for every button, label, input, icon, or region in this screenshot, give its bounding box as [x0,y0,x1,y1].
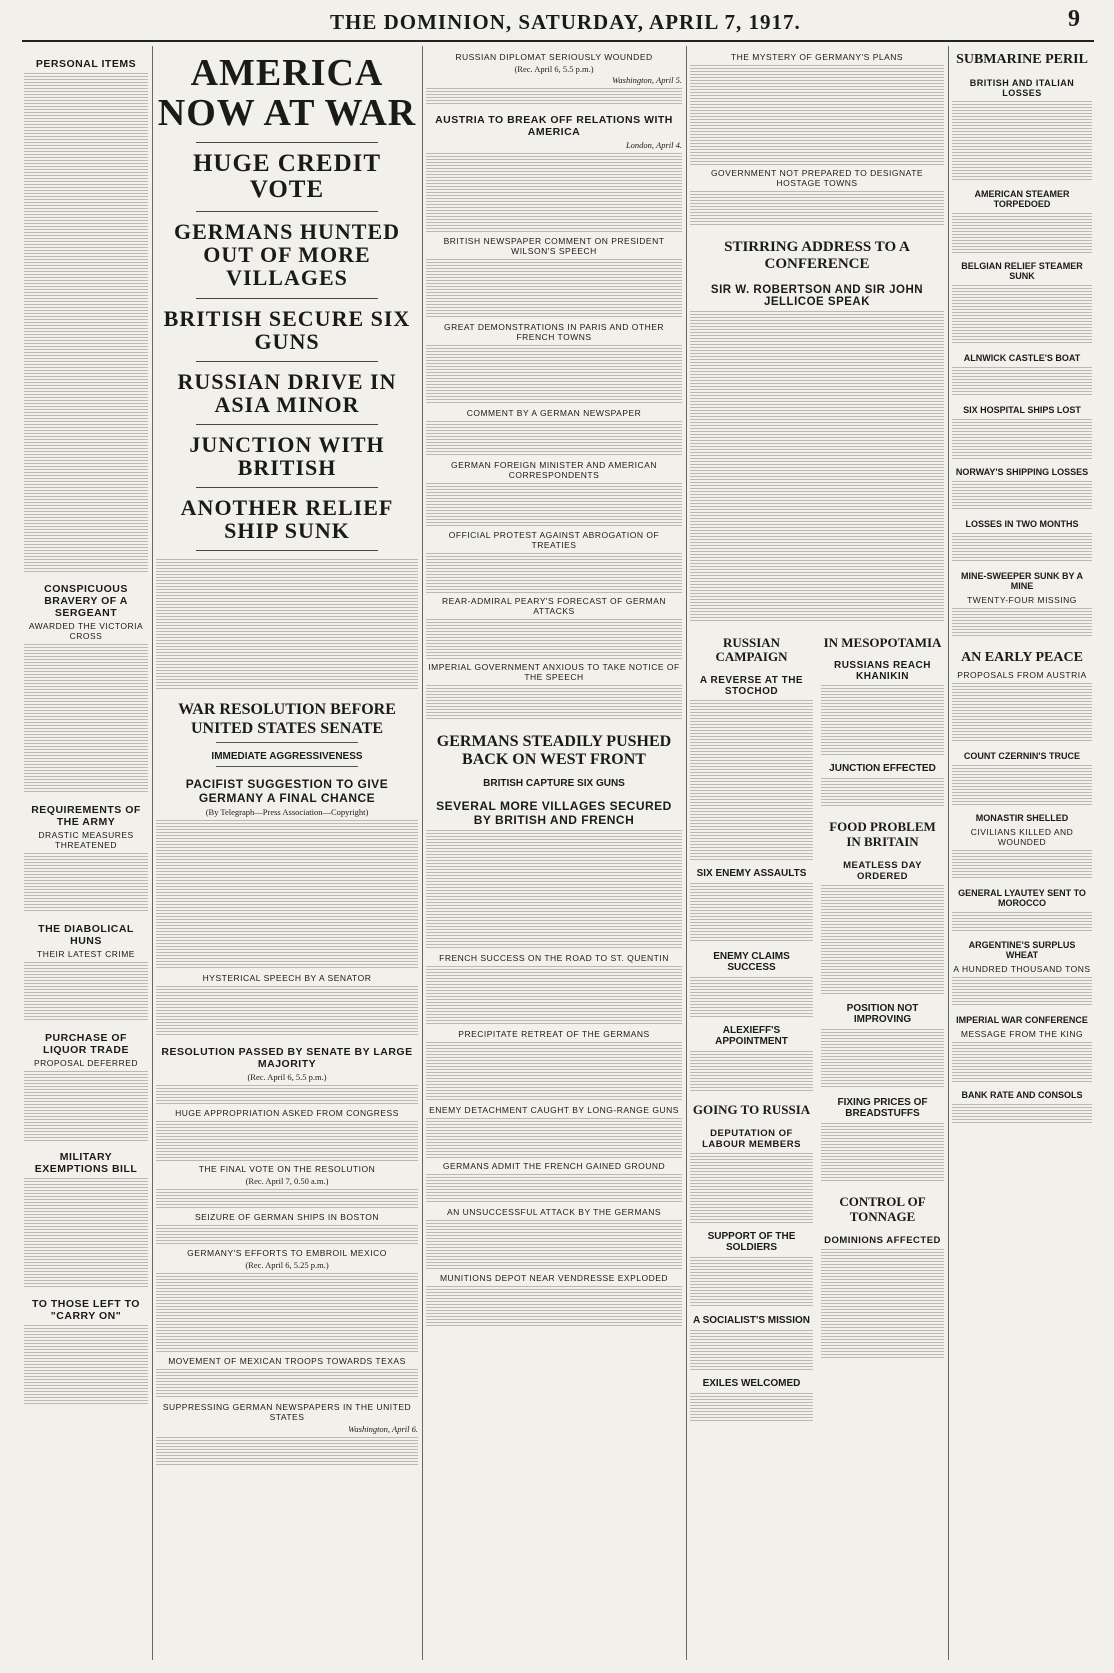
article-text [952,213,1092,253]
subheading: THE FINAL VOTE ON THE RESOLUTION [198,1164,376,1175]
article-text [952,912,1092,932]
article-text [952,419,1092,459]
masthead [0,0,1114,40]
subheading: DOMINIONS AFFECTED [824,1235,941,1247]
article-text [426,1042,682,1102]
section-heading: THE DIABOLICAL HUNS [38,923,134,947]
article-text [426,1286,682,1326]
subheading: CIVILIANS KILLED AND WOUNDED [970,827,1074,848]
headline: JUNCTION WITH BRITISH [189,431,385,481]
column-conference [690,48,944,1658]
headline: ANOTHER RELIEF SHIP SUNK [180,495,394,544]
subheading: MUNITIONS DEPOT NEAR VENDRESSE EXPLODED [439,1272,669,1283]
masthead-rule [22,40,1094,42]
article-text [156,1189,418,1209]
article-text [156,1225,418,1245]
subheading: IMPERIAL WAR CONFERENCE [956,1015,1088,1026]
article-text [952,608,1092,638]
section-heading: REQUIREMENTS OF THE ARMY [31,804,141,828]
subheading: GERMAN FOREIGN MINISTER AND AMERICAN CORRESPONDENTS [451,460,657,480]
subheading: THE MYSTERY OF GERMANY'S PLANS [730,52,904,62]
subheading: AN UNSUCCESSFUL ATTACK BY THE GERMANS [446,1206,662,1217]
subheading: BELGIAN RELIEF STEAMER SUNK [961,261,1083,282]
subheading: SIX HOSPITAL SHIPS LOST [963,405,1081,416]
article-text [156,1437,418,1467]
article-text [952,285,1092,345]
section-heading: GERMANS STEADILY PUSHED BACK ON WEST FRONT [436,733,672,769]
article-text [821,1249,944,1359]
divider [196,298,378,299]
article-text [690,1153,813,1223]
article-text [426,685,682,721]
article-text [952,1042,1092,1082]
dateline: (Rec. April 7, 0.50 a.m.) [245,1176,329,1187]
section-heading: CONSPICUOUS BRAVERY OF A SERGEANT [44,583,128,619]
article-text [952,977,1092,1007]
newspaper-title: THE DOMINION, SATURDAY, APRIL 7, 1917. [330,10,801,34]
article-text [426,1118,682,1158]
subheading: OFFICIAL PROTEST AGAINST ABROGATION OF TREATIES [448,530,660,550]
article-text [156,1085,418,1105]
headline: RUSSIAN DRIVE IN ASIA MINOR [177,368,397,417]
section-heading: MILITARY EXEMPTIONS BILL [34,1151,138,1175]
subheading: REAR-ADMIRAL PEARY'S FORECAST OF GERMAN ATTACKS [441,596,667,616]
subheading: PRECIPITATE RETREAT OF THE GERMANS [458,1028,650,1039]
subheading: ALNWICK CASTLE'S BOAT [963,353,1081,364]
section-heading: AUSTRIA TO BREAK OFF RELATIONS WITH AMERICA [435,114,673,138]
subheading: GREAT DEMONSTRATIONS IN PARIS AND OTHER FRENCH TOWNS [443,322,665,342]
subheading: FIXING PRICES OF BREADSTUFFS [837,1097,928,1120]
article-text [690,1330,813,1370]
subheading: PROPOSAL DEFERRED [33,1058,139,1068]
article-text [690,1393,813,1423]
article-text [156,1273,418,1353]
section-heading: AN EARLY PEACE [961,650,1083,666]
subheading: SIR W. ROBERTSON AND SIR JOHN JELLICOE SPEAK [710,283,924,308]
article-text [952,1104,1092,1124]
subheading: A SOCIALIST'S MISSION [692,1315,811,1327]
subheading: MINE-SWEEPER SUNK BY A MINE [960,571,1083,592]
subheading: SIX ENEMY ASSAULTS [696,868,807,880]
article-text [426,483,682,527]
subheading: HYSTERICAL SPEECH BY A SENATOR [202,973,372,984]
subheading: RUSSIANS REACH KHANIKIN [833,660,931,683]
dateline: Washington, April 5. [612,75,682,85]
column-personal [24,48,148,1658]
subheading: A REVERSE AT THE STOCHOD [699,675,804,698]
subheading: SUPPORT OF THE SOLDIERS [707,1231,796,1254]
article-text [821,778,944,808]
article-text [426,153,682,233]
subheading: BRITISH NEWSPAPER COMMENT ON PRESIDENT WILSON'S SPEECH [443,236,665,256]
subheading: ENEMY DETACHMENT CAUGHT BY LONG-RANGE GUNS [429,1104,679,1115]
article-text [952,481,1092,511]
subheading: SEVERAL MORE VILLAGES SECURED BY BRITISH AND FRENCH [436,798,672,827]
section-heading: GOING TO RUSSIA [692,1102,811,1118]
article-text [156,1369,418,1399]
subheading: ALEXIEFF'S APPOINTMENT [715,1025,788,1048]
subheading: SEIZURE OF GERMAN SHIPS IN BOSTON [194,1212,379,1223]
column-main [156,48,418,1658]
subheading: GERMANY'S EFFORTS TO EMBROIL MEXICO [187,1248,387,1259]
subheading: BANK RATE AND CONSOLS [961,1090,1083,1101]
two-column-block [690,624,944,1427]
article-text [24,853,148,913]
article-text [156,986,418,1036]
section-heading: STIRRING ADDRESS TO A CONFERENCE [724,239,910,273]
article-text [821,685,944,755]
section-heading: CONTROL OF TONNAGE [839,1194,926,1225]
subheading: COMMENT BY A GERMAN NEWSPAPER [466,408,642,418]
subheading: POSITION NOT IMPROVING [846,1003,919,1026]
divider [196,550,378,551]
article-text [24,73,148,573]
subheading: PACIFIST SUGGESTION TO GIVE GERMANY A FINAL CHANCE [185,777,389,806]
column-divider [152,46,153,1660]
divider [196,424,378,425]
subheading: BRITISH CAPTURE SIX GUNS [483,777,625,789]
dateline: (Rec. April 6, 5.5 p.m.) [247,1072,327,1083]
article-text [426,88,682,104]
subheading: AWARDED THE VICTORIA CROSS [28,621,144,641]
dateline: (Rec. April 6, 5.5 p.m.) [514,64,594,74]
column-divider [948,46,949,1660]
subheading: HUGE APPROPRIATION ASKED FROM CONGRESS [175,1108,399,1119]
subheading: GENERAL LYAUTEY SENT TO MOROCCO [958,888,1086,909]
column-war-news [426,48,682,1658]
subheading: DEPUTATION OF LABOUR MEMBERS [702,1128,801,1151]
subheading: COUNT CZERNIN'S TRUCE [963,751,1081,762]
subheading: GOVERNMENT NOT PREPARED TO DESIGNATE HOSTAGE TOWNS [710,168,924,188]
article-text [156,1121,418,1161]
article-text [426,1220,682,1270]
subheading: MOVEMENT OF MEXICAN TROOPS TOWARDS TEXAS [168,1356,406,1367]
divider [196,142,378,143]
headline: GERMANS HUNTED OUT OF MORE VILLAGES [173,219,401,291]
dateline: London, April 4. [625,140,682,150]
article-text [24,644,148,794]
article-text [690,191,944,227]
main-headline: AMERICA NOW AT WAR [157,52,417,134]
russian-column [690,624,813,1427]
article-text [690,700,813,860]
article-text [821,1029,944,1089]
article-text [952,367,1092,397]
divider [196,487,378,488]
article-text [952,850,1092,880]
section-heading: IN MESOPOTAMIA [823,634,942,650]
subheading: ARGENTINE'S SURPLUS WHEAT [968,940,1076,961]
subheading: THEIR LATEST CRIME [37,949,135,959]
subheading: IMMEDIATE AGGRESSIVENESS [211,751,363,763]
article-text [690,65,944,165]
subheading: MEATLESS DAY ORDERED [843,860,922,883]
subheading: JUNCTION EFFECTED [829,763,936,775]
column-submarine [952,48,1092,1658]
subheading: GERMANS ADMIT THE FRENCH GAINED GROUND [442,1160,666,1171]
article-text [24,1071,148,1141]
section-heading: TO THOSE LEFT TO "CARRY ON" [32,1298,140,1322]
section-heading: RESOLUTION PASSED BY SENATE BY LARGE MAJORITY [161,1046,413,1071]
divider [196,211,378,212]
subheading: MESSAGE FROM THE KING [960,1029,1084,1040]
article-text [426,553,682,593]
divider [216,742,358,743]
section-heading: PERSONAL ITEMS [35,58,137,70]
subheading: LOSSES IN TWO MONTHS [965,519,1079,530]
section-heading: FOOD PROBLEM IN BRITAIN [829,819,936,850]
headline: BRITISH SECURE SIX GUNS [163,305,411,354]
divider [196,361,378,362]
subheading: NORWAY'S SHIPPING LOSSES [955,467,1089,478]
article-text [156,820,418,970]
article-text [426,421,682,457]
subheading: SUPPRESSING GERMAN NEWSPAPERS IN THE UNITED STATES [162,1402,412,1423]
article-text [690,311,944,621]
subheading: TWENTY-FOUR MISSING [967,595,1077,606]
mesopotamia-column [821,624,944,1427]
dateline: (Rec. April 6, 5.25 p.m.) [245,1260,329,1271]
article-text [426,345,682,405]
subheading: ENEMY CLAIMS SUCCESS [713,951,790,974]
column-divider [686,46,687,1660]
article-text [426,966,682,1026]
section-heading: SUBMARINE PERIL [956,52,1088,67]
article-text [952,533,1092,563]
article-text [690,883,813,943]
article-text [426,619,682,659]
dateline: Washington, April 6. [348,1424,418,1435]
page-number: 9 [1068,6,1080,32]
column-divider [422,46,423,1660]
article-text [426,1174,682,1204]
subheading: RUSSIAN DIPLOMAT SERIOUSLY WOUNDED [455,52,653,62]
article-text [24,1325,148,1405]
article-text [426,830,682,950]
article-text [24,962,148,1022]
article-text [821,1123,944,1183]
article-text [690,977,813,1017]
subheading: IMPERIAL GOVERNMENT ANXIOUS TO TAKE NOTICE OF THE SPEECH [428,662,680,682]
headline: HUGE CREDIT VOTE [192,149,382,204]
subheading: BRITISH AND ITALIAN LOSSES [969,78,1075,99]
article-text [690,1051,813,1091]
subheading: AMERICAN STEAMER TORPEDOED [974,189,1070,210]
article-text [952,765,1092,805]
divider [216,766,358,767]
dateline: (By Telegraph—Press Association—Copyright) [205,807,369,818]
article-text [821,885,944,995]
subheading: DRASTIC MEASURES THREATENED [38,830,134,850]
article-text [426,259,682,319]
subheading: EXILES WELCOMED [702,1378,801,1390]
section-heading: RUSSIAN CAMPAIGN [715,634,788,665]
section-heading: PURCHASE OF LIQUOR TRADE [43,1032,129,1056]
subheading: A HUNDRED THOUSAND TONS [953,964,1091,975]
section-heading: WAR RESOLUTION BEFORE UNITED STATES SENATE [178,701,396,737]
article-text [690,1257,813,1307]
subheading: MONASTIR SHELLED [975,813,1069,824]
article-text [156,559,418,689]
subheading: FRENCH SUCCESS ON THE ROAD TO ST. QUENTIN [439,952,669,963]
article-text [952,101,1092,181]
article-text [24,1178,148,1288]
subheading: PROPOSALS FROM AUSTRIA [957,670,1087,681]
article-text [952,683,1092,743]
